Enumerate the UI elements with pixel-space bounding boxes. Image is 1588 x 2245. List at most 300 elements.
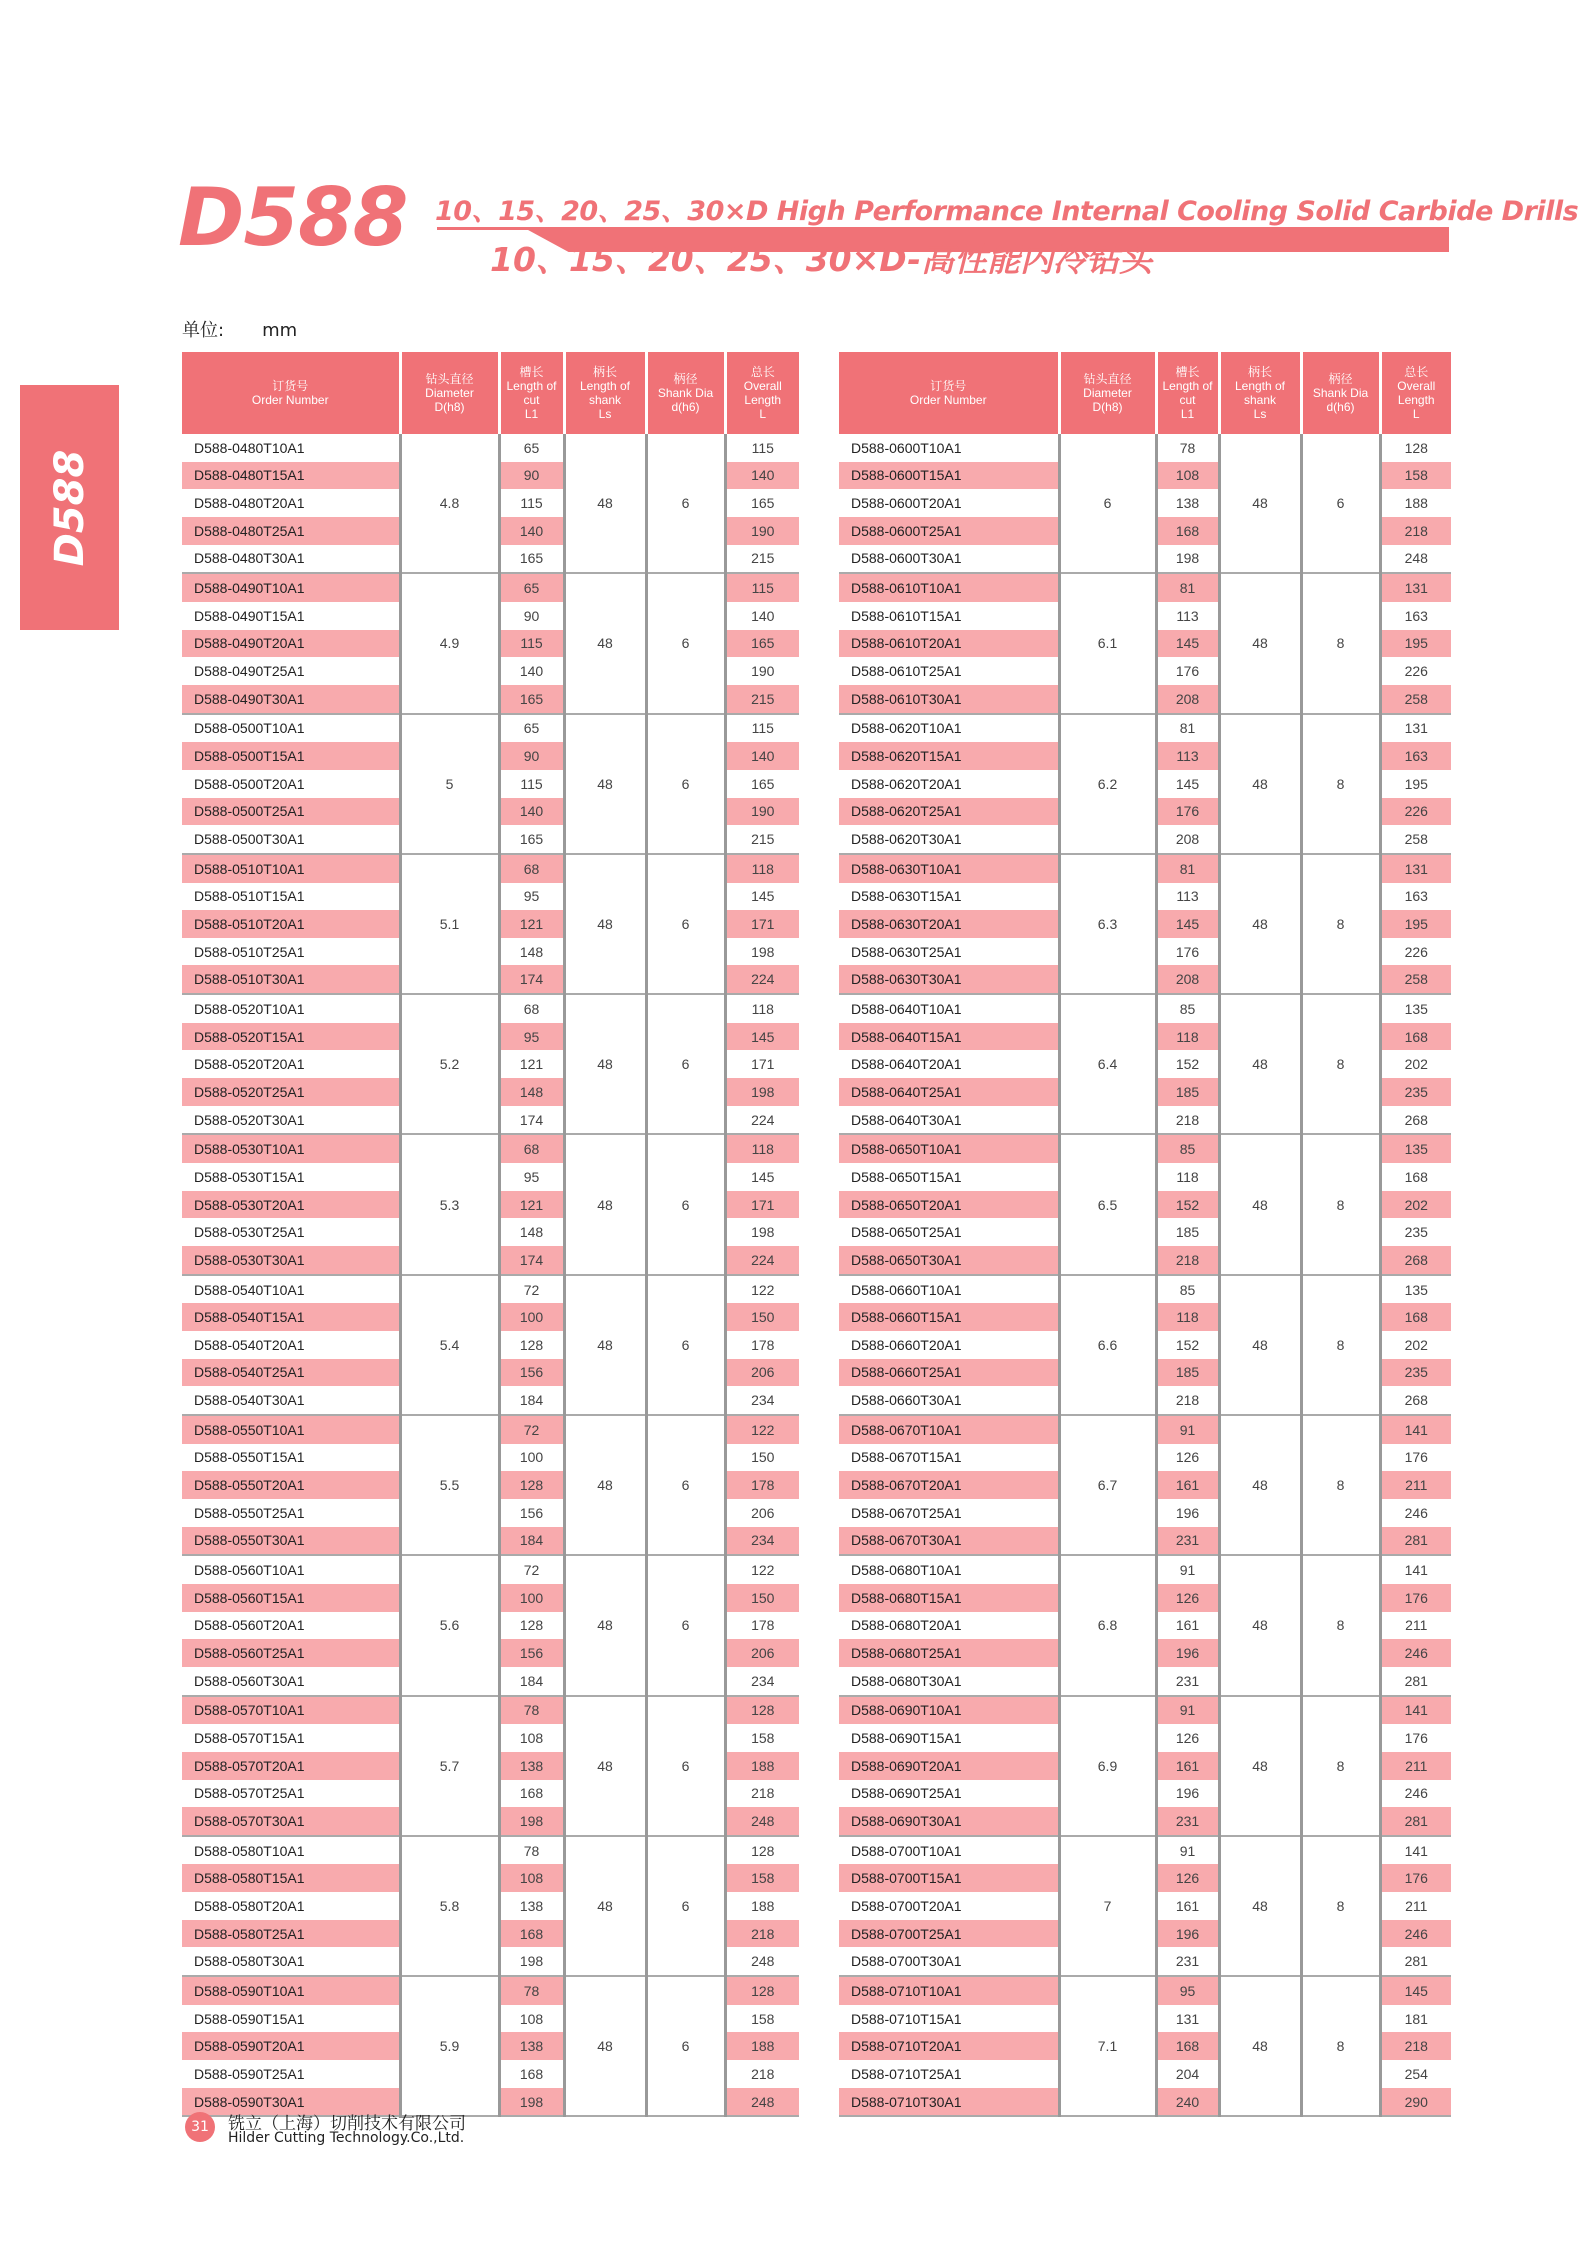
table-row — [839, 1696, 1451, 1725]
column-header-en: L — [759, 407, 767, 421]
side-tab — [20, 385, 119, 630]
length-of-cut-cell: 108 — [499, 1864, 564, 1892]
order-number-cell: D588-0650T15A1 — [851, 1168, 962, 1185]
order-number-cell: D588-0550T25A1 — [194, 1504, 305, 1521]
column-header-en: Shank Dia — [657, 386, 714, 400]
order-number-cell: D588-0670T10A1 — [839, 1415, 1059, 1444]
overall-length-cell: 131 — [1380, 573, 1451, 602]
shank-dia-cell: 8 — [1301, 714, 1380, 854]
overall-length-cell: 122 — [725, 1415, 799, 1444]
length-of-cut-cell: 113 — [1156, 602, 1219, 630]
length-of-cut-cell: 185 — [1156, 1218, 1219, 1246]
table-row — [182, 1696, 799, 1725]
diameter-cell: 7.1 — [1059, 1976, 1156, 2116]
column-header-en: Length — [1397, 393, 1435, 407]
order-number-cell: D588-0480T25A1 — [182, 517, 400, 545]
length-of-cut-cell: 126 — [1156, 1584, 1219, 1612]
order-number-cell: D588-0570T25A1 — [194, 1785, 305, 1802]
order-number-cell: D588-0530T25A1 — [194, 1224, 305, 1241]
unit-value: mm — [262, 320, 298, 341]
table-row — [839, 1275, 1451, 1304]
overall-length-cell: 176 — [1380, 1444, 1451, 1472]
overall-length-cell: 211 — [1380, 1612, 1451, 1640]
shank-length-cell: 48 — [1219, 1555, 1301, 1695]
length-of-cut-cell: 218 — [1156, 1106, 1219, 1135]
overall-length-cell: 176 — [1380, 1724, 1451, 1752]
order-number-cell: D588-0580T30A1 — [182, 1947, 400, 1976]
overall-length-cell: 158 — [1380, 462, 1451, 490]
overall-length-cell: 281 — [1380, 1527, 1451, 1556]
length-of-cut-cell: 100 — [499, 1303, 564, 1331]
overall-length-cell: 145 — [725, 1023, 799, 1051]
overall-length-cell: 165 — [725, 489, 799, 517]
order-number-cell: D588-0690T10A1 — [839, 1696, 1059, 1725]
overall-length-cell: 235 — [1380, 1359, 1451, 1387]
overall-length-cell: 140 — [725, 602, 799, 630]
overall-length-cell: 115 — [725, 714, 799, 743]
order-number-cell: D588-0710T30A1 — [839, 2088, 1059, 2117]
column-header — [182, 352, 400, 434]
column-header — [499, 352, 564, 434]
title-underline — [437, 227, 1449, 230]
order-number-cell: D588-0570T20A1 — [182, 1752, 400, 1780]
overall-length-cell: 224 — [725, 965, 799, 994]
shank-length-cell: 48 — [1219, 714, 1301, 854]
order-number-cell: D588-0560T30A1 — [182, 1667, 400, 1696]
order-number-cell: D588-0500T30A1 — [182, 825, 400, 854]
column-header — [1219, 352, 1301, 434]
order-number-cell: D588-0550T20A1 — [182, 1471, 400, 1499]
order-number-cell: D588-0610T25A1 — [851, 663, 962, 680]
order-number-cell: D588-0500T15A1 — [182, 742, 400, 770]
length-of-cut-cell: 240 — [1156, 2088, 1219, 2117]
order-number-cell: D588-0520T30A1 — [182, 1106, 400, 1135]
shank-length-cell: 48 — [1219, 1275, 1301, 1415]
order-number-cell: D588-0670T15A1 — [851, 1449, 962, 1466]
order-number-cell: D588-0560T25A1 — [182, 1639, 400, 1667]
shank-length-cell: 48 — [564, 1836, 646, 1976]
order-number-cell: D588-0640T25A1 — [839, 1078, 1059, 1106]
order-number-cell: D588-0520T25A1 — [182, 1078, 400, 1106]
length-of-cut-cell: 95 — [499, 1023, 564, 1051]
length-of-cut-cell: 218 — [1156, 1246, 1219, 1275]
order-number-cell: D588-0480T30A1 — [182, 545, 400, 574]
table-row — [182, 434, 799, 462]
length-of-cut-cell: 168 — [1156, 2032, 1219, 2060]
shank-length-cell: 48 — [564, 1275, 646, 1415]
shank-length-cell: 48 — [564, 1696, 646, 1836]
column-header-cn: 槽长 — [1175, 365, 1200, 379]
table-row — [182, 573, 799, 602]
overall-length-cell: 171 — [725, 1191, 799, 1219]
shank-dia-cell: 8 — [1301, 1976, 1380, 2116]
overall-length-cell: 178 — [725, 1471, 799, 1499]
column-header-en: cut — [1179, 393, 1196, 407]
table-row — [182, 1976, 799, 2005]
order-number-cell: D588-0660T20A1 — [851, 1336, 962, 1353]
overall-length-cell: 140 — [725, 462, 799, 490]
overall-length-cell: 181 — [1380, 2005, 1451, 2033]
diameter-cell: 5.8 — [400, 1836, 499, 1976]
shank-dia-cell: 6 — [646, 1836, 725, 1976]
overall-length-cell: 198 — [725, 1218, 799, 1246]
length-of-cut-cell: 140 — [499, 657, 564, 685]
column-header-en: D(h8) — [434, 400, 465, 414]
diameter-cell: 6.5 — [1059, 1134, 1156, 1274]
overall-length-cell: 258 — [1380, 685, 1451, 714]
length-of-cut-cell: 204 — [1156, 2060, 1219, 2088]
column-header — [839, 352, 1059, 434]
shank-dia-cell: 6 — [646, 994, 725, 1134]
overall-length-cell: 190 — [725, 798, 799, 826]
overall-length-cell: 168 — [1380, 1023, 1451, 1051]
shank-length-cell: 48 — [564, 1415, 646, 1555]
overall-length-cell: 254 — [1380, 2060, 1451, 2088]
order-number-cell: D588-0620T10A1 — [851, 720, 962, 737]
order-number-cell: D588-0550T30A1 — [182, 1527, 400, 1556]
order-number-cell: D588-0670T25A1 — [851, 1504, 962, 1521]
column-header — [725, 352, 799, 434]
overall-length-cell: 178 — [725, 1612, 799, 1640]
overall-length-cell: 158 — [725, 1724, 799, 1752]
overall-length-cell: 248 — [1380, 545, 1451, 574]
overall-length-cell: 122 — [725, 1275, 799, 1304]
overall-length-cell: 218 — [725, 1780, 799, 1808]
order-number-cell: D588-0680T15A1 — [839, 1584, 1059, 1612]
length-of-cut-cell: 91 — [1156, 1415, 1219, 1444]
column-header — [400, 352, 499, 434]
length-of-cut-cell: 198 — [1156, 545, 1219, 574]
overall-length-cell: 168 — [1380, 1163, 1451, 1191]
length-of-cut-cell: 91 — [1156, 1555, 1219, 1584]
overall-length-cell: 206 — [725, 1499, 799, 1527]
length-of-cut-cell: 85 — [1156, 1275, 1219, 1304]
header-row — [182, 352, 799, 434]
order-number-cell: D588-0550T15A1 — [194, 1449, 305, 1466]
column-header — [1301, 352, 1380, 434]
overall-length-cell: 211 — [1380, 1471, 1451, 1499]
overall-length-cell: 215 — [725, 825, 799, 854]
order-number-cell: D588-0660T15A1 — [839, 1303, 1059, 1331]
shank-length-cell: 48 — [1219, 573, 1301, 713]
column-header-en: d(h6) — [671, 400, 700, 414]
order-number-cell: D588-0490T25A1 — [194, 663, 305, 680]
overall-length-cell: 158 — [725, 1864, 799, 1892]
length-of-cut-cell: 168 — [499, 1920, 564, 1948]
column-header-cn: 订货号 — [930, 379, 967, 393]
shank-length-cell: 48 — [1219, 1976, 1301, 2116]
length-of-cut-cell: 128 — [499, 1331, 564, 1359]
overall-length-cell: 202 — [1380, 1050, 1451, 1078]
overall-length-cell: 226 — [1380, 798, 1451, 826]
shank-dia-cell: 6 — [646, 1555, 725, 1695]
length-of-cut-cell: 78 — [499, 1696, 564, 1725]
order-number-cell: D588-0570T15A1 — [194, 1730, 305, 1747]
length-of-cut-cell: 152 — [1156, 1050, 1219, 1078]
order-number-cell: D588-0570T10A1 — [182, 1696, 400, 1725]
shank-length-cell: 48 — [564, 573, 646, 713]
overall-length-cell: 115 — [725, 434, 799, 462]
order-number-cell: D588-0610T10A1 — [839, 573, 1059, 602]
order-number-cell: D588-0560T15A1 — [182, 1584, 400, 1612]
order-number-cell: D588-0540T25A1 — [182, 1359, 400, 1387]
table-row — [182, 1555, 799, 1584]
length-of-cut-cell: 78 — [1156, 434, 1219, 462]
length-of-cut-cell: 118 — [1156, 1303, 1219, 1331]
order-number-cell: D588-0580T15A1 — [182, 1864, 400, 1892]
overall-length-cell: 195 — [1380, 770, 1451, 798]
length-of-cut-cell: 168 — [1156, 517, 1219, 545]
overall-length-cell: 268 — [1380, 1246, 1451, 1275]
order-number-cell: D588-0490T15A1 — [194, 607, 305, 624]
length-of-cut-cell: 161 — [1156, 1612, 1219, 1640]
length-of-cut-cell: 121 — [499, 910, 564, 938]
unit-label — [182, 316, 297, 342]
overall-length-cell: 218 — [725, 2060, 799, 2088]
order-number-cell: D588-0640T10A1 — [851, 1000, 962, 1017]
order-number-cell: D588-0590T10A1 — [182, 1976, 400, 2005]
order-number-cell: D588-0510T20A1 — [182, 910, 400, 938]
shank-length-cell: 48 — [1219, 1696, 1301, 1836]
order-number-cell: D588-0620T15A1 — [839, 742, 1059, 770]
length-of-cut-cell: 72 — [499, 1275, 564, 1304]
length-of-cut-cell: 198 — [499, 1947, 564, 1976]
overall-length-cell: 224 — [725, 1106, 799, 1135]
length-of-cut-cell: 184 — [499, 1527, 564, 1556]
overall-length-cell: 141 — [1380, 1555, 1451, 1584]
overall-length-cell: 198 — [725, 938, 799, 966]
length-of-cut-cell: 174 — [499, 1246, 564, 1275]
column-header-en: D(h8) — [1092, 400, 1123, 414]
length-of-cut-cell: 196 — [1156, 1499, 1219, 1527]
shank-dia-cell: 6 — [646, 1415, 725, 1555]
order-number-cell: D588-0600T25A1 — [839, 517, 1059, 545]
overall-length-cell: 131 — [1380, 714, 1451, 743]
overall-length-cell: 224 — [725, 1246, 799, 1275]
length-of-cut-cell: 128 — [499, 1471, 564, 1499]
length-of-cut-cell: 121 — [499, 1191, 564, 1219]
overall-length-cell: 234 — [725, 1386, 799, 1415]
overall-length-cell: 145 — [725, 1163, 799, 1191]
length-of-cut-cell: 140 — [499, 798, 564, 826]
overall-length-cell: 122 — [725, 1555, 799, 1584]
order-number-cell: D588-0490T30A1 — [182, 685, 400, 714]
shank-dia-cell: 8 — [1301, 1134, 1380, 1274]
header-row — [839, 352, 1451, 434]
overall-length-cell: 135 — [1380, 1275, 1451, 1304]
shank-dia-cell: 6 — [646, 1134, 725, 1274]
column-header-en: Overall — [743, 379, 782, 393]
column-header-en: Length of — [579, 379, 631, 393]
order-number-cell: D588-0650T30A1 — [839, 1246, 1059, 1275]
overall-length-cell: 215 — [725, 545, 799, 574]
diameter-cell: 6.3 — [1059, 854, 1156, 994]
table-row — [182, 854, 799, 883]
column-header-en: Diameter — [1083, 386, 1132, 400]
length-of-cut-cell: 108 — [1156, 462, 1219, 490]
overall-length-cell: 128 — [725, 1836, 799, 1865]
length-of-cut-cell: 208 — [1156, 685, 1219, 714]
length-of-cut-cell: 72 — [499, 1415, 564, 1444]
shank-dia-cell: 6 — [646, 714, 725, 854]
length-of-cut-cell: 196 — [1156, 1639, 1219, 1667]
order-number-cell: D588-0700T10A1 — [851, 1842, 962, 1859]
order-number-cell: D588-0520T10A1 — [194, 1000, 305, 1017]
order-number-cell: D588-0650T25A1 — [851, 1224, 962, 1241]
shank-dia-cell: 8 — [1301, 994, 1380, 1134]
order-number-cell: D588-0660T10A1 — [851, 1281, 962, 1298]
length-of-cut-cell: 165 — [499, 685, 564, 714]
length-of-cut-cell: 91 — [1156, 1696, 1219, 1725]
length-of-cut-cell: 126 — [1156, 1444, 1219, 1472]
order-number-cell: D588-0530T15A1 — [194, 1168, 305, 1185]
overall-length-cell: 290 — [1380, 2088, 1451, 2117]
length-of-cut-cell: 152 — [1156, 1331, 1219, 1359]
column-header-en: Length of — [1234, 379, 1286, 393]
order-number-cell: D588-0690T25A1 — [851, 1785, 962, 1802]
shank-dia-cell: 8 — [1301, 1275, 1380, 1415]
overall-length-cell: 190 — [725, 657, 799, 685]
length-of-cut-cell: 174 — [499, 965, 564, 994]
table-row — [839, 714, 1451, 743]
overall-length-cell: 281 — [1380, 1807, 1451, 1836]
overall-length-cell: 246 — [1380, 1920, 1451, 1948]
overall-length-cell: 234 — [725, 1527, 799, 1556]
length-of-cut-cell: 176 — [1156, 657, 1219, 685]
length-of-cut-cell: 161 — [1156, 1752, 1219, 1780]
length-of-cut-cell: 81 — [1156, 854, 1219, 883]
order-number-cell: D588-0480T15A1 — [182, 462, 400, 490]
overall-length-cell: 140 — [725, 742, 799, 770]
length-of-cut-cell: 168 — [499, 1780, 564, 1808]
length-of-cut-cell: 81 — [1156, 714, 1219, 743]
overall-length-cell: 150 — [725, 1584, 799, 1612]
shank-dia-cell: 8 — [1301, 854, 1380, 994]
length-of-cut-cell: 85 — [1156, 994, 1219, 1023]
length-of-cut-cell: 131 — [1156, 2005, 1219, 2033]
order-number-cell: D588-0530T20A1 — [182, 1191, 400, 1219]
column-header — [1156, 352, 1219, 434]
overall-length-cell: 128 — [725, 1976, 799, 2005]
shank-length-cell: 48 — [1219, 434, 1301, 573]
overall-length-cell: 246 — [1380, 1639, 1451, 1667]
length-of-cut-cell: 184 — [499, 1386, 564, 1415]
length-of-cut-cell: 138 — [499, 2032, 564, 2060]
length-of-cut-cell: 156 — [499, 1639, 564, 1667]
length-of-cut-cell: 121 — [499, 1050, 564, 1078]
order-number-cell: D588-0670T30A1 — [839, 1527, 1059, 1556]
overall-length-cell: 158 — [725, 2005, 799, 2033]
column-header-cn: 钻头直径 — [1083, 372, 1132, 386]
overall-length-cell: 128 — [1380, 434, 1451, 462]
order-number-cell: D588-0560T20A1 — [194, 1617, 305, 1634]
order-number-cell: D588-0590T20A1 — [182, 2032, 400, 2060]
overall-length-cell: 188 — [725, 2032, 799, 2060]
table-row — [839, 1555, 1451, 1584]
shank-dia-cell: 6 — [646, 1275, 725, 1415]
overall-length-cell: 118 — [725, 1134, 799, 1163]
order-number-cell: D588-0640T15A1 — [839, 1023, 1059, 1051]
table-row — [839, 1836, 1451, 1865]
length-of-cut-cell: 78 — [499, 1976, 564, 2005]
order-number-cell: D588-0680T10A1 — [851, 1562, 962, 1579]
table-row — [182, 714, 799, 743]
diameter-cell: 6.8 — [1059, 1555, 1156, 1695]
order-number-cell: D588-0710T10A1 — [839, 1976, 1059, 2005]
diameter-cell: 5.2 — [400, 994, 499, 1134]
shank-length-cell: 48 — [564, 994, 646, 1134]
overall-length-cell: 168 — [1380, 1303, 1451, 1331]
shank-length-cell: 48 — [564, 1555, 646, 1695]
column-header-cn: 钻头直径 — [425, 372, 474, 386]
order-number-cell: D588-0620T30A1 — [839, 825, 1059, 854]
order-number-cell: D588-0690T30A1 — [839, 1807, 1059, 1836]
diameter-cell: 5 — [400, 714, 499, 854]
spec-table-left — [182, 352, 799, 2117]
overall-length-cell: 163 — [1380, 602, 1451, 630]
column-header-en: Overall — [1397, 379, 1436, 393]
order-number-cell: D588-0620T25A1 — [839, 798, 1059, 826]
length-of-cut-cell: 138 — [499, 1892, 564, 1920]
shank-dia-cell: 6 — [646, 1976, 725, 2116]
order-number-cell: D588-0590T15A1 — [194, 2010, 305, 2027]
length-of-cut-cell: 145 — [1156, 770, 1219, 798]
table-row — [182, 1134, 799, 1163]
overall-length-cell: 141 — [1380, 1415, 1451, 1444]
page-number: 31 — [185, 2112, 215, 2142]
order-number-cell: D588-0610T30A1 — [839, 685, 1059, 714]
length-of-cut-cell: 176 — [1156, 938, 1219, 966]
order-number-cell: D588-0690T20A1 — [839, 1752, 1059, 1780]
order-number-cell: D588-0490T20A1 — [182, 630, 400, 658]
length-of-cut-cell: 85 — [1156, 1134, 1219, 1163]
order-number-cell: D588-0510T25A1 — [194, 943, 305, 960]
length-of-cut-cell: 72 — [499, 1555, 564, 1584]
order-number-cell: D588-0700T15A1 — [839, 1864, 1059, 1892]
order-number-cell: D588-0540T20A1 — [194, 1336, 305, 1353]
column-header-cn: 柄长 — [1247, 365, 1272, 379]
order-number-cell: D588-0500T25A1 — [182, 798, 400, 826]
table-row — [182, 1836, 799, 1865]
overall-length-cell: 165 — [725, 630, 799, 658]
length-of-cut-cell: 174 — [499, 1106, 564, 1135]
order-number-cell: D588-0630T30A1 — [839, 965, 1059, 994]
order-number-cell: D588-0620T20A1 — [851, 775, 962, 792]
overall-length-cell: 115 — [725, 573, 799, 602]
length-of-cut-cell: 231 — [1156, 1667, 1219, 1696]
title-english: 10、15、20、25、30×D High Performance Internal Cooling Solid Carbide Drills — [435, 196, 1579, 227]
order-number-cell: D588-0580T20A1 — [194, 1897, 305, 1914]
order-number-cell: D588-0490T10A1 — [182, 573, 400, 602]
column-header-en: Diameter — [425, 386, 474, 400]
column-header-cn: 订货号 — [272, 379, 309, 393]
length-of-cut-cell: 145 — [1156, 630, 1219, 658]
overall-length-cell: 248 — [725, 1807, 799, 1836]
overall-length-cell: 178 — [725, 1331, 799, 1359]
diameter-cell: 4.9 — [400, 573, 499, 713]
shank-length-cell: 48 — [1219, 1836, 1301, 1976]
table-row — [839, 573, 1451, 602]
length-of-cut-cell: 218 — [1156, 1386, 1219, 1415]
overall-length-cell: 202 — [1380, 1331, 1451, 1359]
order-number-cell: D588-0710T20A1 — [839, 2032, 1059, 2060]
order-number-cell: D588-0480T10A1 — [194, 439, 305, 456]
length-of-cut-cell: 198 — [499, 2088, 564, 2117]
column-header-en: d(h6) — [1326, 400, 1355, 414]
length-of-cut-cell: 115 — [499, 630, 564, 658]
product-code: D588 — [178, 171, 408, 264]
shank-length-cell: 48 — [564, 1976, 646, 2116]
